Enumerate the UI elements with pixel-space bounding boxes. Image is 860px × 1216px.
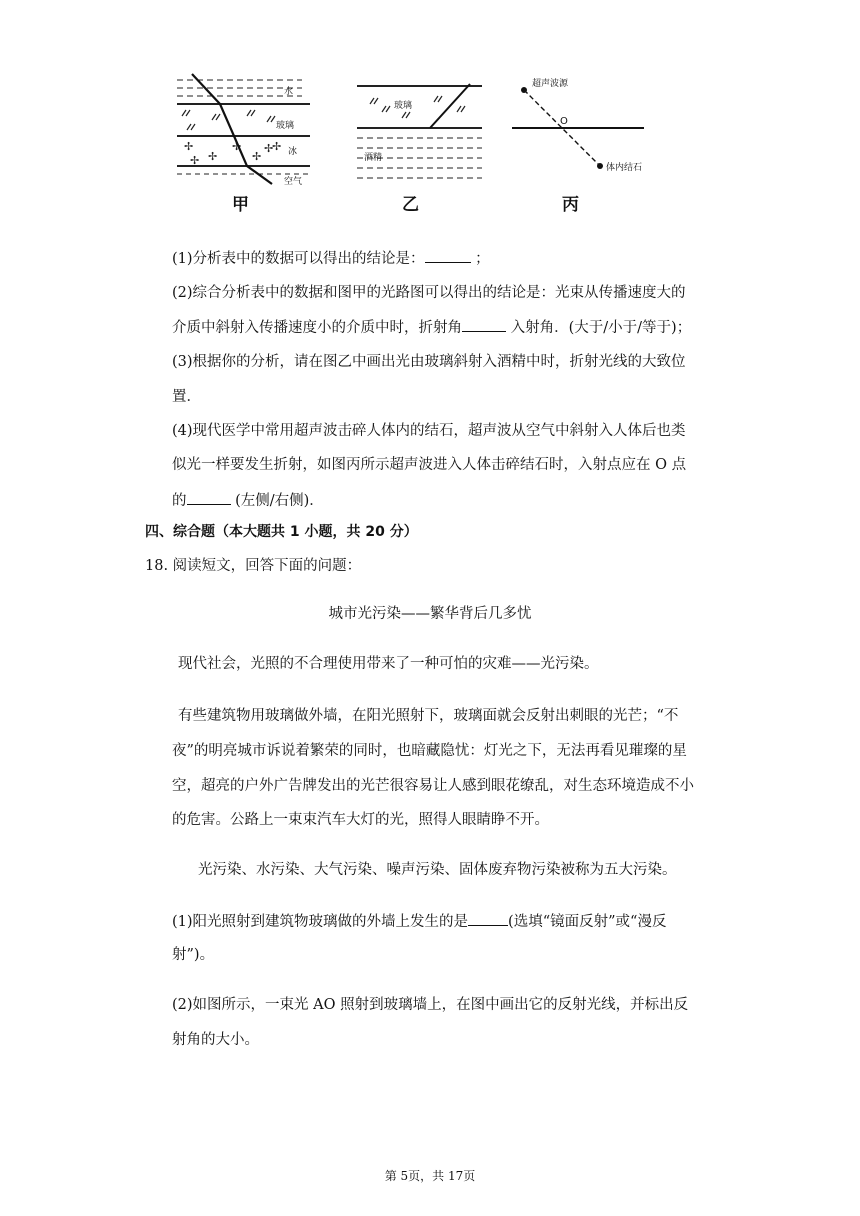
article-title: 城市光污染——繁华背后几多忧 [328, 606, 532, 622]
label-glass: 玻璃 [394, 101, 413, 111]
svg-text:✢: ✢ [190, 154, 200, 167]
q17-item1: (1)分析表中的数据可以得出的结论是： ； [172, 248, 490, 269]
q17-item4-line2: 似光一样要发生折射，如图丙所示超声波进入人体击碎结石时，入射点应在 O 点 [172, 457, 687, 473]
label-ice: 冰 [288, 147, 298, 157]
q17-item4-line3: 的 (左侧/右侧)． [172, 490, 324, 511]
article-para3: 光污染、水污染、大气污染、噪声污染、固体废弃物污染被称为五大污染。 [198, 862, 677, 878]
q17-item4-line1: (4)现代医学中常用超声波击碎人体内的结石，超声波从空气中斜射入人体后也类 [172, 423, 686, 439]
label-source: 超声波源 [532, 79, 569, 89]
article-para2-line3: 空，超亮的户外广告牌发出的光芒很容易让人感到眼花缭乱，对生态环境造成不小 [172, 778, 694, 794]
label-air: 空气 [284, 177, 303, 187]
figure-jia [172, 72, 322, 187]
article-para1: 现代社会，光照的不合理使用带来了一种可怕的灾难——光污染。 [178, 656, 599, 672]
figure-yi-label: 乙 [402, 195, 419, 215]
figure-bing [510, 72, 660, 187]
label-water: 水 [284, 87, 294, 97]
q18-item2-line2: 射角的大小。 [172, 1032, 259, 1048]
q18-item1-line1: (1)阳光照射到建筑物玻璃做的外墙上发生的是 (选填“镜面反射”或“漫反 [172, 911, 666, 932]
figure-jia-label: 甲 [232, 195, 249, 215]
article-para2-line1: 有些建筑物用玻璃做外墙，在阳光照射下，玻璃面就会反射出刺眼的光芒；“不 [178, 708, 679, 724]
svg-text:✢: ✢ [252, 150, 262, 163]
figure-bing-label: 丙 [562, 195, 579, 215]
answer-blank[interactable] [468, 911, 508, 926]
q18-item2-line1: (2)如图所示，一束光 AO 照射到玻璃墙上，在图中画出它的反射光线，并标出反 [172, 997, 689, 1013]
q18-item1-line2: 射”)。 [172, 947, 215, 963]
svg-text:✢: ✢ [232, 140, 242, 153]
q17-item2-line1: (2)综合分析表中的数据和图甲的光路图可以得出的结论是：光束从传播速度大的 [172, 285, 686, 301]
label-stone: 体内结石 [606, 163, 643, 173]
page-footer: 第 5页，共 17页 [384, 1169, 476, 1183]
label-glass: 玻璃 [276, 121, 295, 131]
q17-item3-line1: (3)根据你的分析，请在图乙中画出光由玻璃斜射入酒精中时，折射光线的大致位 [172, 354, 686, 370]
label-o: O [560, 116, 568, 127]
answer-blank[interactable] [425, 248, 471, 263]
answer-blank[interactable] [462, 317, 506, 332]
article-para2-line4: 的危害。公路上一束束汽车大灯的光，照得人眼睛睁不开。 [172, 812, 549, 828]
q17-item3-line2: 置． [172, 389, 201, 405]
svg-text:✢: ✢ [264, 142, 274, 155]
article-para2-line2: 夜”的明亮城市诉说着繁荣的同时，也暗藏隐忧：灯光之下，无法再看见璀璨的星 [172, 743, 687, 759]
figure-yi [352, 72, 492, 187]
answer-blank[interactable] [187, 490, 231, 505]
label-alcohol: 酒精 [364, 153, 383, 163]
q17-item2-line2: 介质中斜射入传播速度小的介质中时，折射角 入射角．(大于/小于/等于)； [172, 317, 691, 338]
q18-intro: 18. 阅读短文，回答下面的问题： [145, 558, 362, 574]
svg-text:✢: ✢ [208, 150, 218, 163]
section-heading: 四、综合题（本大题共 1 小题，共 20 分） [145, 524, 418, 540]
svg-text:✢: ✢ [184, 140, 194, 153]
svg-text:✢: ✢ [272, 140, 282, 153]
